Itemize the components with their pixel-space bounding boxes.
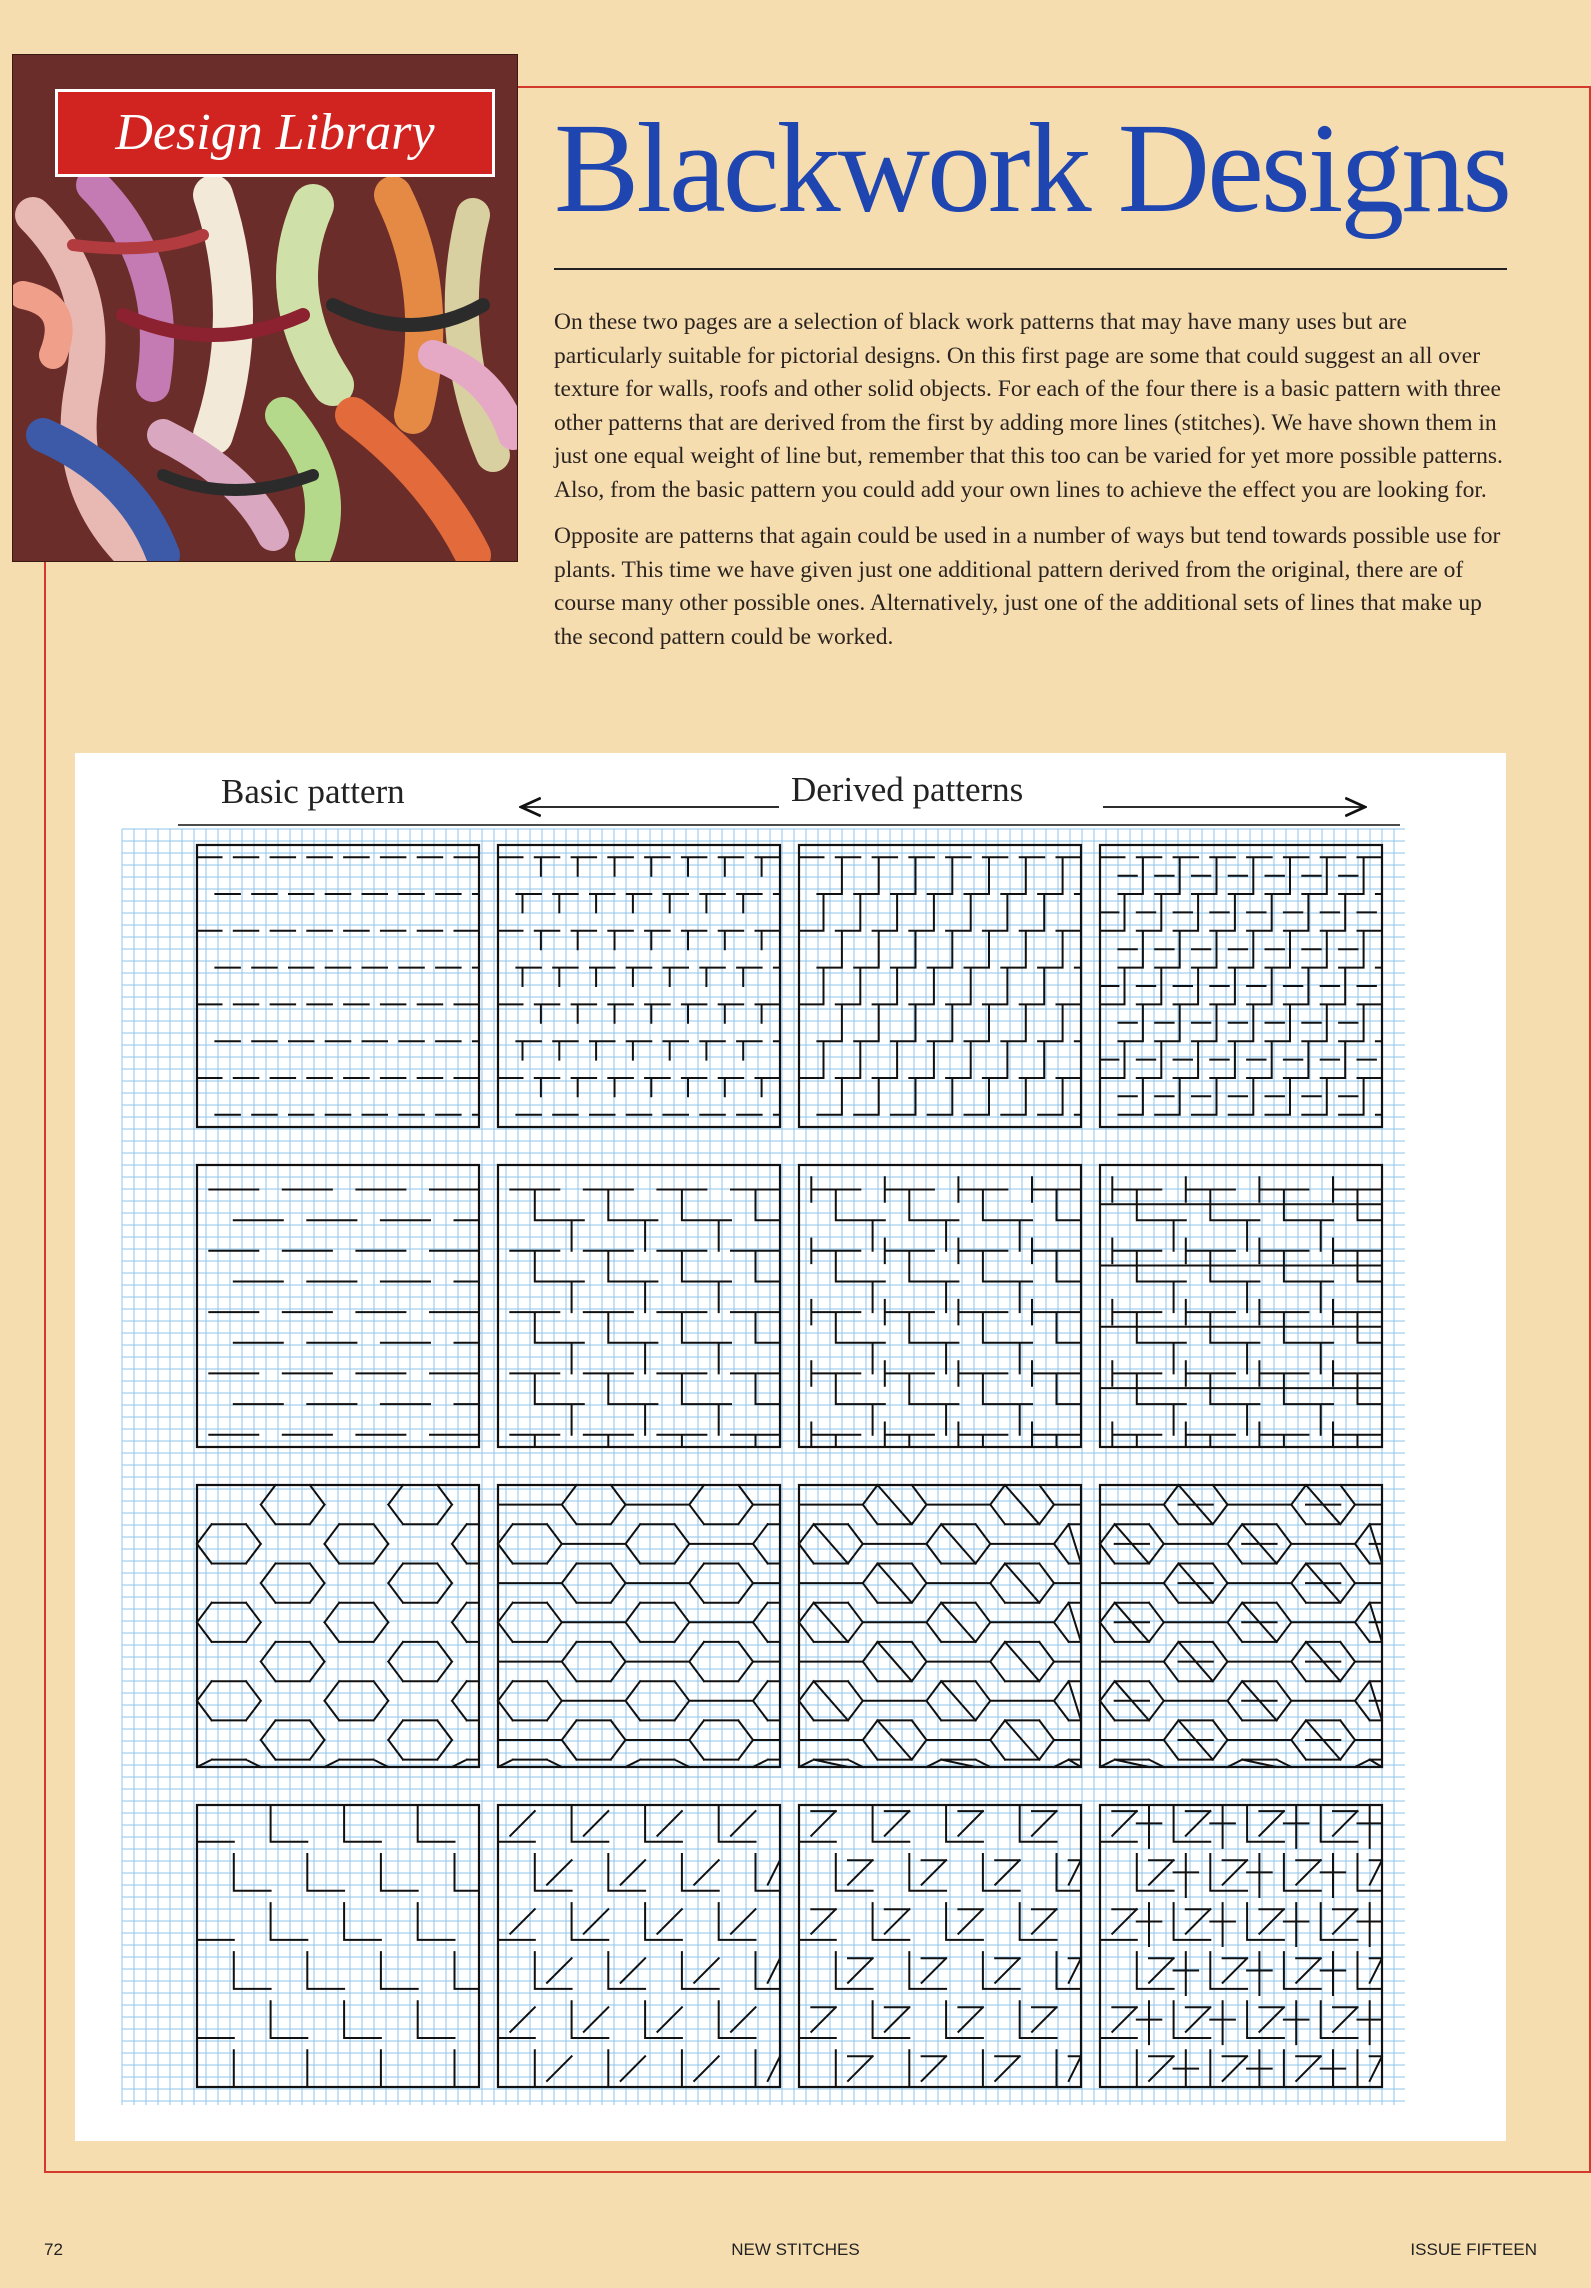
top-rule xyxy=(518,86,1591,88)
intro-paragraph: Opposite are patterns that again could be used in a number of ways but tend towards possible use for plants. This time we have given just one additional pattern derived from the original, there are of course many other possible ones. Alternatively, just one of the additional sets of lines that make up the second pattern could be worked. xyxy=(554,523,1501,650)
pattern-tile xyxy=(799,845,1081,1127)
page-number: 72 xyxy=(44,2240,63,2259)
intro-paragraph: On these two pages are a selection of black work patterns that may have many uses but are particularly suitable for pictorial designs. On this first page are some that could suggest an all over texture for walls, roofs and other solid objects. For each of the four there is a basic pattern with three other patterns that are derived from the first by adding more lines (stitches). We have shown them in just one equal weight of line but, remember that this too can be varied for yet more possible patterns. Also, from the basic pattern you could add your own lines to achieve the effect you are looking for. xyxy=(554,309,1503,503)
bottom-rule xyxy=(44,2171,1591,2173)
graph-paper-grid xyxy=(122,829,1405,2105)
blackwork-stitches xyxy=(498,857,780,1114)
pattern-tile xyxy=(799,1805,1081,2087)
blackwork-stitches xyxy=(209,1190,479,1435)
pattern-tiles xyxy=(197,845,1382,2087)
page-title: Blackwork Designs xyxy=(554,97,1510,239)
blackwork-stitches xyxy=(799,1805,1081,2087)
title-rule xyxy=(554,268,1507,270)
pattern-panel xyxy=(75,753,1506,2141)
pattern-tile xyxy=(799,1485,1081,1767)
pattern-diagram xyxy=(75,753,1506,2141)
intro-text xyxy=(554,306,1514,667)
threads-photo xyxy=(12,54,518,562)
blackwork-stitches xyxy=(799,857,1081,1114)
issue-label: ISSUE FIFTEEN xyxy=(1410,2240,1537,2259)
magazine-name: NEW STITCHES xyxy=(731,2240,860,2259)
blackwork-stitches xyxy=(811,1177,1081,1447)
tile-border xyxy=(498,1805,780,2087)
blackwork-stitches xyxy=(498,1485,780,1767)
pattern-tile xyxy=(498,845,780,1127)
blackwork-stitches xyxy=(799,1485,1081,1767)
pattern-tile xyxy=(1100,845,1382,1127)
left-rule xyxy=(44,556,46,2173)
basic-pattern-label: Basic pattern xyxy=(221,772,405,811)
tile-border xyxy=(799,1805,1081,2087)
design-library-badge xyxy=(55,89,495,177)
derived-patterns-label: Derived patterns xyxy=(791,770,1024,809)
pattern-tile xyxy=(498,1485,780,1767)
pattern-tile xyxy=(498,1805,780,2087)
blackwork-stitches xyxy=(498,1805,780,2087)
blackwork-stitches xyxy=(510,1190,780,1448)
badge-label: Design Library xyxy=(115,104,435,161)
